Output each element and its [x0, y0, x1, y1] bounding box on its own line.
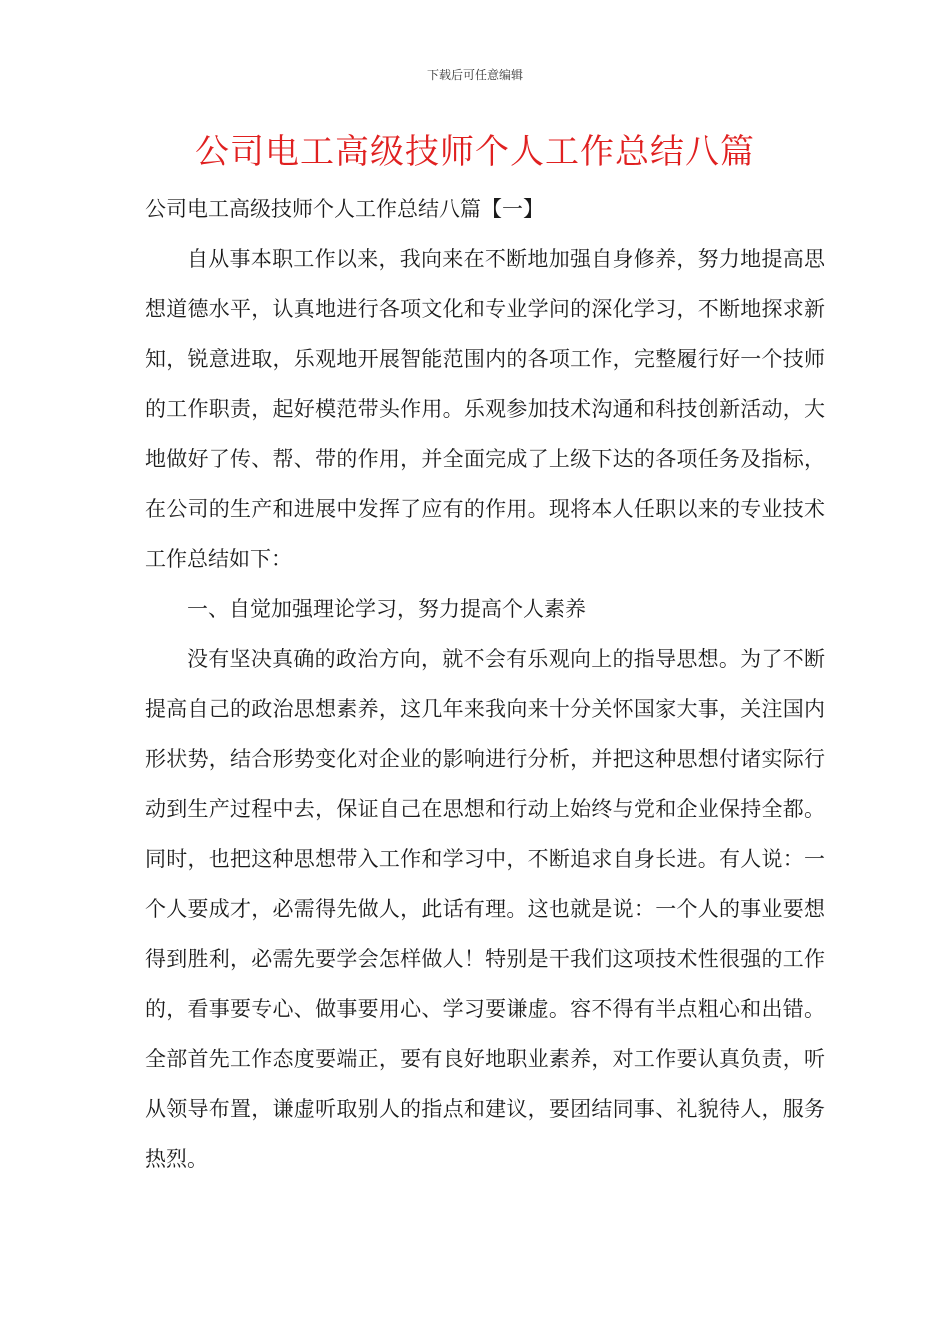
section-heading-1: 一、自觉加强理论学习，努力提高个人素养 — [187, 597, 586, 621]
document-body — [145, 184, 825, 1184]
section-subtitle: 公司电工高级技师个人工作总结八篇【一】 — [145, 197, 544, 221]
header-note: 下载后可任意编辑 — [426, 68, 523, 82]
paragraph-theory-study: 没有坚决真确的政治方向，就不会有乐观向上的指导思想。为了不断提高自己的政治思想素养，这几年来我向来十分关怀国家大事，关注国内形状势，结合形势变化对企业的影响进行分析，并把这种思想付诸实际行动到生产过程中去，保证自己在思想和行动上始终与党和企业保持全都。同时，也把这种思想带入工作和学习中，不断追求自身长进。有人说：一个人要成才，必需得先做人，此话有理。这也就是说：一个人的事业要想得到胜利，必需先要学会怎样做人！特别是干我们这项技术性很强的工作的，看事要专心、做事要用心、学习要谦虚。容不得有半点粗心和出错。全部首先工作态度要端正，要有良好地职业素养，对工作要认真负责，听从领导布置，谦虚听取别人的指点和建议，要团结同事、礼貌待人，服务热烈。 — [145, 647, 825, 1171]
paragraph-intro: 自从事本职工作以来，我向来在不断地加强自身修养，努力地提高思想道德水平，认真地进行各项文化和专业学问的深化学习，不断地探求新知，锐意进取，乐观地开展智能范围内的各项工作，完整履行好一个技师的工作职责，起好模范带头作用。乐观参加技术沟通和科技创新活动，大地做好了传、帮、带的作用，并全面完成了上级下达的各项任务及指标，在公司的生产和进展中发挥了应有的作用。现将本人任职以来的专业技术工作总结如下： — [145, 247, 825, 571]
document-title: 公司电工高级技师个人工作总结八篇 — [195, 132, 755, 172]
